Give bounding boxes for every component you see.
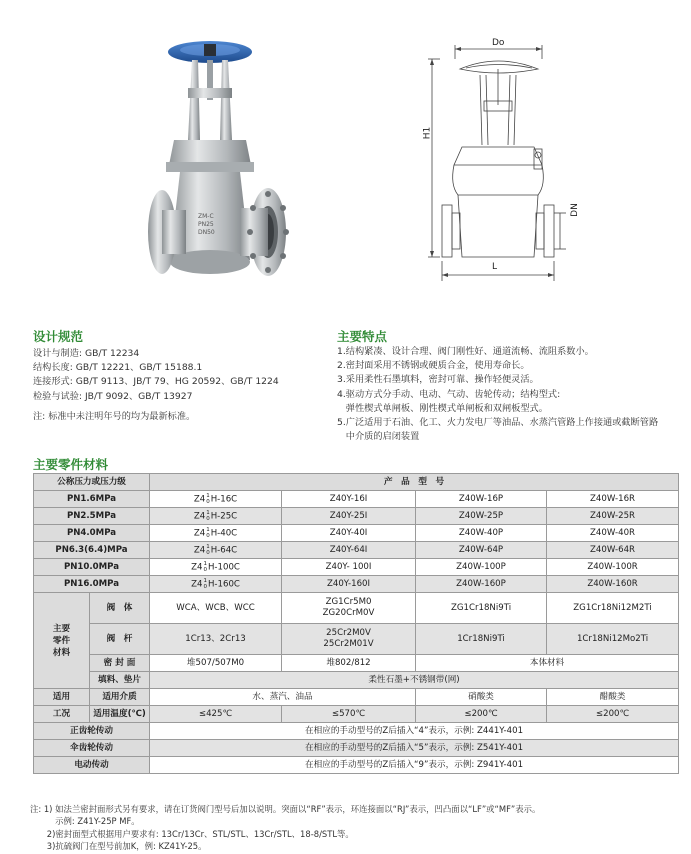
- header-model: 产 品 型 号: [150, 474, 679, 491]
- material-cell: 堆507/507M0: [150, 655, 282, 672]
- svg-text:PN25: PN25: [198, 221, 214, 228]
- svg-text:ZM-C: ZM-C: [198, 213, 214, 220]
- model-suffix: H-16C: [210, 494, 238, 505]
- valve-photo: [140, 30, 300, 290]
- model-sup: 1: [206, 526, 210, 533]
- part-label: 阀 体: [90, 593, 150, 624]
- model-index: [203, 578, 207, 590]
- pressure-cell: PN6.3(6.4)MPa: [34, 542, 150, 559]
- drive-cell: 在相应的手动型号的Z后插入“9”表示，示例: Z941Y-401: [150, 757, 679, 774]
- model-cell: Z40W-64R: [547, 542, 679, 559]
- material-cell: 柔性石墨+不锈钢带(网): [150, 672, 679, 689]
- features-title: 主要特点: [337, 329, 388, 344]
- part-label: 填料、垫片: [90, 672, 150, 689]
- model-index: [206, 527, 210, 539]
- feature-line: 中介质的启闭装置: [337, 431, 420, 443]
- design-note: 注: 标准中未注明年号的均为最新标准。: [33, 410, 196, 422]
- feature-line: 4.驱动方式分手动、电动、气动、齿轮传动；结构型式:: [337, 388, 561, 400]
- model-index: [206, 544, 210, 556]
- model-suffix: H-25C: [210, 511, 238, 522]
- material-cell: 1Cr18Ni12Mo2Ti: [547, 624, 679, 655]
- model-prefix: Z4: [193, 528, 206, 539]
- model-sub: 0: [206, 515, 210, 522]
- model-cell: Z40Y-64I: [282, 542, 416, 559]
- model-cell: Z40W-100R: [547, 559, 679, 576]
- design-line: 连接形式: GB/T 9113、JB/T 79、HG 20592、GB/T 1224: [33, 376, 279, 388]
- materials-title: 主要零件材料: [33, 457, 109, 472]
- model-cell: [150, 508, 282, 525]
- model-suffix: H-160C: [207, 579, 240, 590]
- design-title: 设计规范: [33, 329, 84, 344]
- model-suffix: H-40C: [210, 528, 238, 539]
- drive-cell: 在相应的手动型号的Z后插入“4”表示，示例: Z441Y-401: [150, 723, 679, 740]
- note-line: 示例: Z41Y-25P MF。: [30, 816, 140, 827]
- model-cell: Z40W-40R: [547, 525, 679, 542]
- feature-line: 2.密封面采用不锈钢或硬质合金，使用寿命长。: [337, 360, 530, 372]
- table-row: [34, 525, 679, 542]
- model-prefix: Z4: [191, 579, 203, 590]
- valve-drawing: [420, 35, 570, 285]
- condition-cell: 醋酸类: [547, 689, 679, 706]
- model-sub: 0: [203, 583, 207, 590]
- table-row: [34, 740, 679, 757]
- materials-table: [33, 473, 679, 774]
- material-cell: [282, 624, 416, 655]
- material-cell: 本体材料: [416, 655, 679, 672]
- model-sup: 1: [206, 543, 210, 550]
- group-text: 主要: [52, 623, 71, 634]
- model-cell: Z40W-16R: [547, 491, 679, 508]
- table-row: [34, 706, 679, 723]
- model-cell: Z40W-64P: [416, 542, 547, 559]
- model-cell: Z40Y-40I: [282, 525, 416, 542]
- model-suffix: H-64C: [210, 545, 238, 556]
- model-cell: Z40W-16P: [416, 491, 547, 508]
- table-header-row: [34, 474, 679, 491]
- table-row: [34, 689, 679, 706]
- note-line: 3)抗硫阀门在型号前加K，例: KZ41Y-25。: [30, 840, 207, 851]
- header-pressure: 公称压力或压力级: [34, 474, 150, 491]
- model-cell: [150, 542, 282, 559]
- condition-label: 适用介质: [90, 689, 150, 706]
- drive-label: 正齿轮传动: [34, 723, 150, 740]
- pressure-cell: PN10.0MPa: [34, 559, 150, 576]
- model-index: [206, 493, 210, 505]
- drive-cell: 在相应的手动型号的Z后插入“5”表示，示例: Z541Y-401: [150, 740, 679, 757]
- model-sub: 0: [206, 549, 210, 556]
- parts-group-label: [34, 593, 90, 689]
- table-row: [34, 593, 679, 624]
- dim-l: L: [492, 262, 498, 272]
- model-cell: Z40Y-25I: [282, 508, 416, 525]
- table-row: [34, 624, 679, 655]
- feature-line: 3.采用柔性石墨填料，密封可靠、操作轻便灵活。: [337, 374, 539, 386]
- model-sup: 1: [203, 577, 207, 584]
- condition-group: 适用: [34, 689, 90, 706]
- design-line: 检验与试验: JB/T 9092、GB/T 13927: [33, 390, 193, 402]
- material-cell: 1Cr13、2Cr13: [150, 624, 282, 655]
- dim-do: Do: [492, 38, 505, 48]
- condition-cell: ≤570℃: [282, 706, 416, 723]
- feature-line: 5.广泛适用于石油、化工、火力发电厂等油品、水蒸汽管路上作接通或截断管路: [337, 417, 659, 429]
- model-cell: [150, 576, 282, 593]
- model-sup: 1: [206, 492, 210, 499]
- condition-cell: ≤200℃: [547, 706, 679, 723]
- model-sup: 1: [203, 560, 207, 567]
- model-prefix: Z4: [191, 562, 203, 573]
- table-row: [34, 723, 679, 740]
- material-cell: WCA、WCB、WCC: [150, 593, 282, 624]
- model-prefix: Z4: [193, 511, 206, 522]
- model-cell: Z40W-160P: [416, 576, 547, 593]
- model-index: [203, 561, 207, 573]
- group-text: 材料: [52, 647, 71, 658]
- table-row: [34, 491, 679, 508]
- material-cell: 堆802/812: [282, 655, 416, 672]
- model-sub: 0: [203, 566, 207, 573]
- table-row: [34, 542, 679, 559]
- pressure-cell: PN1.6MPa: [34, 491, 150, 508]
- drive-label: 伞齿轮传动: [34, 740, 150, 757]
- model-cell: Z40Y- 100I: [282, 559, 416, 576]
- dim-dn: DN: [569, 203, 580, 217]
- table-row: [34, 508, 679, 525]
- model-sub: 0: [206, 532, 210, 539]
- model-cell: Z40W-100P: [416, 559, 547, 576]
- feature-line: 弹性楔式单闸板、刚性楔式单闸板和双闸板型式。: [337, 402, 548, 414]
- condition-cell: 硝酸类: [416, 689, 547, 706]
- model-cell: [150, 525, 282, 542]
- table-row: [34, 559, 679, 576]
- material-cell: 1Cr18Ni9Ti: [416, 624, 547, 655]
- design-line: 结构长度: GB/T 12221、GB/T 15188.1: [33, 362, 203, 374]
- condition-cell: ≤425℃: [150, 706, 282, 723]
- note-line: 注: 1) 如法兰密封面形式另有要求，请在订货阀门型号后加以说明。突面以“RF”表示，环连接面以“RJ”表示，凹凸面以“LF”或“MF”表示。: [30, 804, 541, 814]
- group-text: 零件: [52, 635, 71, 646]
- model-cell: Z40W-25R: [547, 508, 679, 525]
- material-cell: ZG1Cr18Ni12M2Ti: [547, 593, 679, 624]
- svg-text:DN50: DN50: [198, 229, 215, 236]
- model-sub: 0: [206, 498, 210, 505]
- note-line: 2)密封面型式根据用户要求有: 13Cr/13Cr、STL/STL、13Cr/STL、18-8/STL等。: [30, 828, 354, 839]
- model-cell: Z40W-40P: [416, 525, 547, 542]
- condition-cell: 水、蒸汽、油品: [150, 689, 416, 706]
- notes: [30, 803, 540, 852]
- condition-group: 工况: [34, 706, 90, 723]
- part-label: 阀 杆: [90, 624, 150, 655]
- model-cell: Z40Y-16I: [282, 491, 416, 508]
- part-label: 密 封 面: [90, 655, 150, 672]
- model-suffix: H-100C: [207, 562, 240, 573]
- model-cell: [150, 559, 282, 576]
- material-line: 25Cr2M01V: [323, 639, 374, 649]
- model-cell: Z40W-160R: [547, 576, 679, 593]
- model-cell: Z40W-25P: [416, 508, 547, 525]
- pressure-cell: PN2.5MPa: [34, 508, 150, 525]
- material-cell: ZG1Cr18Ni9Ti: [416, 593, 547, 624]
- table-row: [34, 655, 679, 672]
- condition-cell: ≤200℃: [416, 706, 547, 723]
- design-list: [33, 347, 279, 424]
- table-row: [34, 672, 679, 689]
- feature-line: 1.结构紧凑、设计合理、阀门刚性好、通道流畅、流阻系数小。: [337, 346, 594, 357]
- model-index: [206, 510, 210, 522]
- pressure-cell: PN16.0MPa: [34, 576, 150, 593]
- table-row: [34, 576, 679, 593]
- material-line: ZG20CrM0V: [322, 608, 375, 618]
- material-cell: [282, 593, 416, 624]
- model-prefix: Z4: [193, 545, 206, 556]
- material-line: ZG1Cr5M0: [325, 597, 372, 607]
- design-line: 设计与制造: GB/T 12234: [33, 348, 140, 359]
- table-row: [34, 757, 679, 774]
- drive-label: 电动传动: [34, 757, 150, 774]
- condition-label: 适用温度(℃): [90, 706, 150, 723]
- model-prefix: Z4: [193, 494, 206, 505]
- model-sup: 1: [206, 509, 210, 516]
- model-cell: Z40Y-160I: [282, 576, 416, 593]
- features-list: [337, 345, 658, 444]
- pressure-cell: PN4.0MPa: [34, 525, 150, 542]
- model-cell: [150, 491, 282, 508]
- material-line: 25Cr2M0V: [326, 628, 371, 638]
- dim-h1: H1: [422, 126, 433, 140]
